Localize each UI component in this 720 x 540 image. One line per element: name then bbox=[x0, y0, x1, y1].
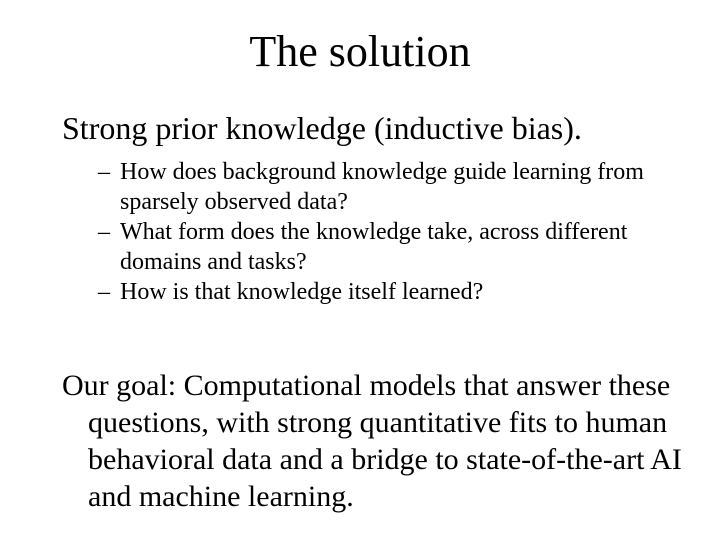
subpoint-item bbox=[98, 277, 678, 307]
subpoint-text: How does background knowledge guide learning from sparsely observed data? bbox=[120, 159, 644, 215]
slide-title: The solution bbox=[249, 27, 471, 76]
subpoint-text: What form does the knowledge take, across different domains and tasks? bbox=[120, 219, 628, 275]
subpoint-list bbox=[98, 157, 678, 307]
subpoint-item bbox=[98, 157, 678, 217]
main-point: Strong prior knowledge (inductive bias). bbox=[62, 110, 582, 146]
dash-bullet: – bbox=[98, 159, 110, 185]
subpoint-text: How is that knowledge itself learned? bbox=[120, 279, 484, 305]
goal-statement: Our goal: Computational models that answer these questions, with strong quantitative fits to human behavioral data and a bridge to state-of-the-art AI and machine learning. bbox=[62, 369, 682, 513]
subpoint-item bbox=[98, 217, 678, 277]
dash-bullet: – bbox=[98, 279, 110, 305]
dash-bullet: – bbox=[98, 219, 110, 245]
